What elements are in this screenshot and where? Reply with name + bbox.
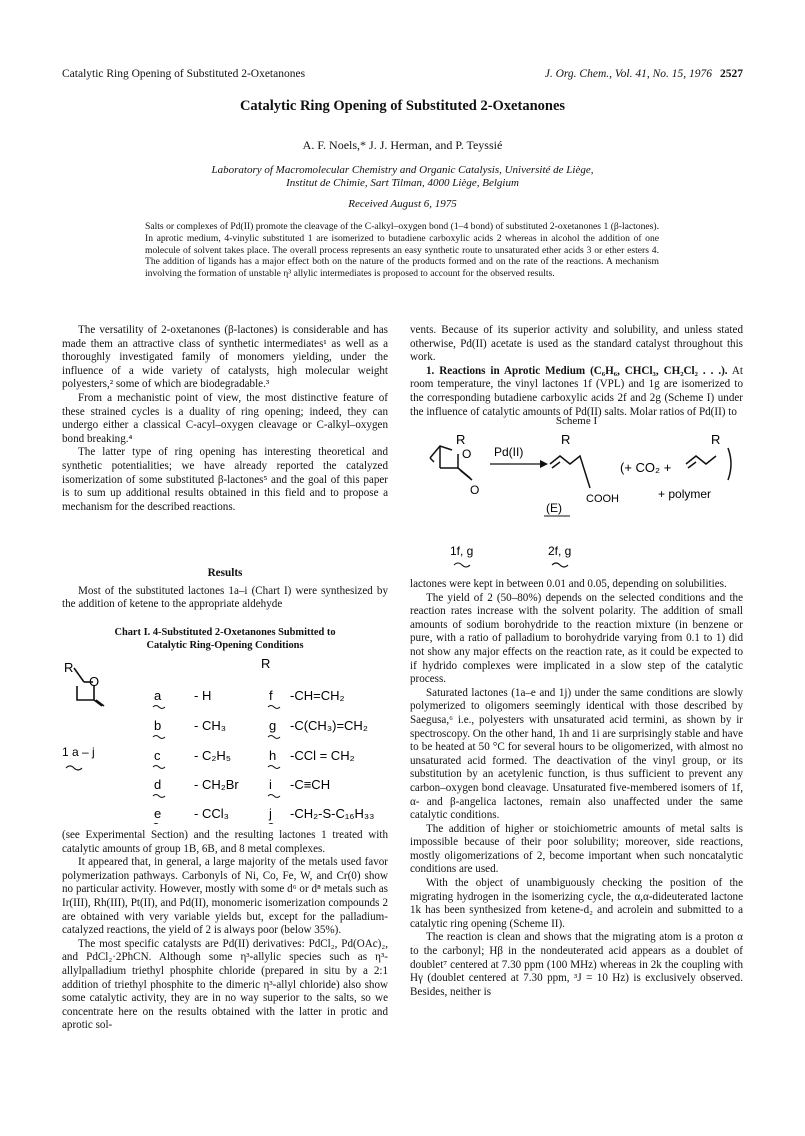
subsection-heading: 1. Reactions in Aprotic Medium (C₆H₆, CHCl₃, CH₂Cl₂ . . .). bbox=[426, 364, 728, 377]
substituent-group: -CH₂-S-C₁₆H₃₃ bbox=[290, 806, 375, 821]
tilde-underline bbox=[153, 795, 165, 798]
substituent-group: -CH=CH₂ bbox=[290, 688, 345, 703]
diene-acid-structure-icon bbox=[550, 456, 590, 488]
paragraph: The most specific catalysts are Pd(II) derivatives: PdCl₂, Pd(OAc)₂, and PdCl₂·2PhCN. Although some η³-allylic species such as η³-allylpalladium triethyl phosphite chloride (prepared in situ by a 2:1 addition of triethyl phosphite to the dimeric η³-allyl chloride) also show some catalytic activity, they are in no way superior to the salts, so we concentrate here on the results obtained with the latter in protic and aprotic sol- bbox=[62, 937, 388, 1032]
abstract bbox=[145, 221, 659, 280]
compound-letter: h bbox=[269, 748, 277, 763]
compound-letter: f bbox=[269, 688, 273, 703]
subsection-text: At room temperature, the vinyl lactones 1f (VPL) and 1g are isomerized to the corresponding butadiene carboxylic acids 2f and 2g (Scheme I) under the influence of catalytic amounts of Pd(II) salts. Molar ratios of Pd(II) to bbox=[410, 364, 744, 418]
scheme-cooh: COOH bbox=[586, 493, 619, 505]
journal-name: J. Org. Chem., Vol. 41, No. 15, 1976 bbox=[544, 68, 712, 80]
scheme-r3: R bbox=[711, 432, 721, 447]
substituent-group: - C₂H₅ bbox=[194, 748, 232, 763]
paragraph: Saturated lactones (1a–e and 1j) under the same conditions are slowly polymerized to oligomers seemingly identical with those described by Saegusa,⁶ i.e., polyesters with unsaturated acid termini, as shown by ir spectroscopy. On the other hand, 1h and 1i are surprisingly stable and have to be heated at 50 °C for several hours to be oligomerized, with almost no unsaturated acid formed. The deactivation of the vinyl group, or its substitution by an acetylenic function, is thus sufficient to prevent any carbon–oxygen bond cleavage. Unsaturated five-membered isomers of 1f, α- and β-angelica lactones, remain also unaffected under the same catalytic conditions. bbox=[410, 686, 743, 822]
tilde-underline bbox=[268, 795, 280, 798]
tilde-underline bbox=[268, 766, 280, 769]
received-date: Received August 6, 1975 bbox=[348, 198, 457, 210]
scheme-r2: R bbox=[561, 432, 571, 447]
chart-caption bbox=[62, 627, 388, 652]
results-section bbox=[62, 567, 388, 612]
arrow-head-icon bbox=[540, 460, 548, 468]
paragraph: From a mechanistic point of view, the most distinctive feature of these strained cycles is a duality of ring opening; indeed, they can undergo either a classical C-acyl–oxygen cleavage or C-alkyl–oxygen bond breaking.⁴ bbox=[62, 391, 388, 445]
scheme-figure bbox=[410, 428, 743, 578]
scheme-o1: O bbox=[462, 447, 472, 461]
scheme-label-right: 2f, g bbox=[548, 544, 572, 558]
affiliation bbox=[62, 164, 743, 190]
substituent-group: - H bbox=[194, 688, 212, 703]
paragraph: The versatility of 2-oxetanones (β-lactones) is considerable and has made them an attractive class of synthetic intermediates¹ as well as a thoroughly investigated family of monomers yielding, under the influence of a wide variety of catalysts, high molecular weight polyesters,² some of which are biodegradable.³ bbox=[62, 324, 388, 391]
chart-r-label: R bbox=[64, 660, 74, 675]
chart-o-label: O bbox=[89, 674, 100, 689]
abstract-text: Salts or complexes of Pd(II) promote the cleavage of the C-alkyl–oxygen bond (1–4 bond) of substituted 2-oxetanones 1 (β-lactones). In aprotic medium, 4-vinylic substituted 1 are isomerized to butadiene carboxylic acids 2 whereas in alcohol the addition of one molecule of solvent takes place. The overall process represents an easy synthetic route to unsaturated ether acids 3 or ether esters 4. The addition of ligands has a major effect both on the nature of the products formed and on the rate of the reactions. A mechanism involving the formation of unstable η³ allylic intermediates is proposed to account for the observed results. bbox=[145, 221, 659, 280]
paragraph: Most of the substituted lactones 1a–i (Chart I) were synthesized by the addition of ketene to the appropriate aldehyde bbox=[62, 584, 388, 611]
chart-structures-figure bbox=[62, 656, 392, 824]
substituent-group: -C(CH₃)=CH₂ bbox=[290, 718, 368, 733]
chart-caption-line-1: Chart I. 4-Substituted 2-Oxetanones Submitted to bbox=[114, 627, 336, 638]
running-title: Catalytic Ring Opening of Substituted 2-Oxetanones bbox=[62, 68, 306, 80]
affiliation-line-1: Laboratory of Macromolecular Chemistry and Organic Catalysis, Université de Liège, bbox=[211, 164, 594, 176]
scheme-e-label: (E) bbox=[546, 501, 562, 515]
paragraph: The latter type of ring opening has interesting theoretical and synthetic potentialities; we have already reported the catalyzed isomerization of some substituted β-lactones⁵ and the goal of this paper is to sum up additional results obtained in this field and to propose a mechanism for the described reactions. bbox=[62, 446, 388, 513]
chart-column-head: R bbox=[261, 656, 271, 671]
diene-side-product-icon bbox=[686, 448, 731, 480]
tilde-underline bbox=[268, 736, 280, 739]
substituent-group: -C≡CH bbox=[290, 777, 331, 792]
tilde-underline bbox=[153, 824, 165, 825]
scheme-title: Scheme I bbox=[555, 415, 598, 427]
tilde-underline bbox=[153, 706, 165, 709]
scheme-o2: O bbox=[470, 483, 480, 497]
tilde-underline bbox=[268, 824, 280, 825]
scheme-polymer: + polymer bbox=[658, 487, 712, 501]
compound-letter: b bbox=[154, 718, 162, 733]
tilde-underline bbox=[552, 563, 568, 567]
substituent-group: -CCl = CH₂ bbox=[290, 748, 355, 763]
tilde-underline bbox=[66, 766, 82, 770]
compound-letter: d bbox=[154, 777, 162, 792]
compound-letter: a bbox=[154, 688, 162, 703]
paragraph: It appeared that, in general, a large majority of the metals used favor polymerization pathways. Carbonyls of Ni, Co, Fe, W, and Cr(0) show no particular activity. However, mostly with some d⁶ or d⁸ metals such as Ir(III), Rh(III), Pt(II), and Pd(II), monomeric isomerization compounds 2 are obtained with very variable yields but, except for the palladium-catalyzed reactions, the yield of 2 is always poor (below 35%). bbox=[62, 856, 388, 937]
paragraph: lactones were kept in between 0.01 and 0.05, depending on solubilities. bbox=[410, 578, 727, 590]
affiliation-line-2: Institut de Chimie, Sart Tilman, 4000 Liège, Belgium bbox=[286, 177, 519, 189]
compound-letter: j bbox=[269, 806, 272, 821]
compound-letter: i bbox=[269, 777, 272, 792]
substituent-group: - CH₂Br bbox=[194, 777, 239, 792]
paragraph: (see Experimental Section) and the resulting lactones 1 treated with catalytic amounts of group 1B, 6B, and 8 metal complexes. bbox=[62, 829, 388, 855]
tilde-underline bbox=[268, 706, 280, 709]
journal-citation bbox=[545, 68, 743, 80]
author-list: A. F. Noels,* J. J. Herman, and P. Teyssié bbox=[302, 138, 503, 152]
scheme-reagent: Pd(II) bbox=[494, 445, 524, 459]
paragraph: vents. Because of its superior activity and solubility, and unless stated otherwise, Pd(II) acetate is used as the standard catalyst throughout this work. bbox=[410, 324, 743, 364]
paragraph: The reaction is clean and shows that the migrating atom is a proton α to the carbonyl; Hβ in the nondeuterated acid appears as a doublet of doublet⁷ centered at 7.30 ppm (100 MHz) whereas in 2k the coupling with Hγ (doublet centered at 7.30 ppm, ³J = 10 Hz) is exclusively observed. Besides, neither is bbox=[410, 931, 743, 998]
paragraph: The yield of 2 (50–80%) depends on the selected conditions and the reaction rates increase with the solvent polarity. The addition of small amounts of sodium borohydride to the reaction mixture (in benzene or pure, with a ratio of palladium to borohydride varying from 0.1 to 1) did not show any major effects on the reaction rate, as it could be expected to if hydrido complexes were implicated in a slow step of the catalytic process. bbox=[410, 591, 743, 686]
tilde-underline bbox=[153, 766, 165, 769]
scheme-label-left: 1f, g bbox=[450, 544, 474, 558]
scheme-r1: R bbox=[456, 432, 466, 447]
chart-caption-line-2: Catalytic Ring-Opening Conditions bbox=[146, 639, 304, 651]
compound-letter: e bbox=[154, 806, 162, 821]
chart-substituent-rows bbox=[153, 688, 374, 824]
paragraph bbox=[410, 365, 743, 419]
running-header bbox=[62, 68, 743, 84]
left-column-bottom bbox=[62, 829, 388, 1033]
substituent-group: - CH₃ bbox=[194, 718, 227, 733]
section-heading-results: Results bbox=[207, 567, 243, 579]
compound-letter: c bbox=[154, 748, 161, 763]
article-title: Catalytic Ring Opening of Substituted 2-Oxetanones bbox=[239, 98, 566, 114]
right-column-bottom bbox=[410, 578, 743, 999]
paragraph: The addition of higher or stoichiometric amounts of metal salts is impossible because of their poor solubility; moreover, side reactions, mostly oligomerizations of 2, become important when such noncatalytic conditions are used. bbox=[410, 822, 743, 876]
substituent-group: - CCl₃ bbox=[194, 806, 229, 821]
compound-letter: g bbox=[269, 718, 277, 733]
right-column-top bbox=[410, 324, 743, 419]
page-number: 2527 bbox=[720, 68, 743, 80]
compound-series-label: 1 a – j bbox=[62, 745, 95, 759]
tilde-underline bbox=[153, 736, 165, 739]
scheme-side-products: (+ CO₂ + bbox=[620, 460, 672, 475]
tilde-underline bbox=[454, 563, 470, 567]
left-column-top bbox=[62, 324, 388, 514]
paragraph: With the object of unambiguously checking the position of the migrating hydrogen in the isomerizing cycle, the α,α-dideuterated lactone 1k has been synthesized from ketene-d₂ and acrolein and submitted to a catalytic ring opening (Scheme II). bbox=[410, 877, 743, 930]
